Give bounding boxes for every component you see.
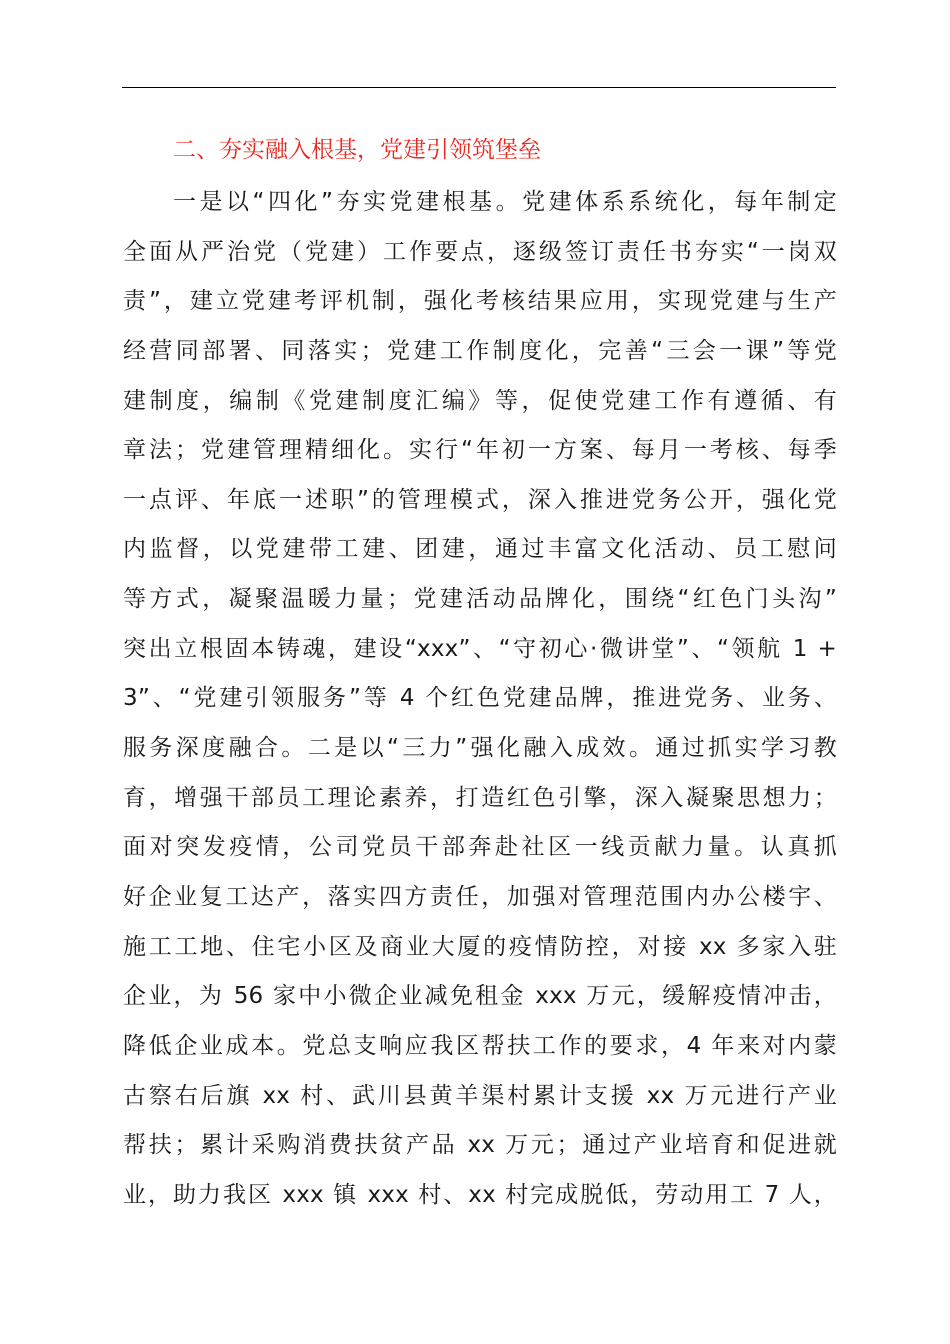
paragraph-line: 施工工地、住宅小区及商业大厦的疫情防控，对接 xx 多家入驻 [123,933,837,960]
paragraph-line: 经营同部署、同落实；党建工作制度化，完善“三会一课”等党 [123,337,837,364]
section-heading: 二、夯实融入根基，党建引领筑堡垒 [173,137,541,163]
paragraph-line: 面对突发疫情，公司党员干部奔赴社区一线贡献力量。认真抓 [123,834,837,861]
paragraph-line: 古察右后旗 xx 村、武川县黄羊渠村累计支援 xx 万元进行产业 [123,1082,837,1109]
body-paragraph [123,178,837,1220]
paragraph-line: 责”，建立党建考评机制，强化考核结果应用，实现党建与生产 [123,288,837,315]
paragraph-line: 章法；党建管理精细化。实行“年初一方案、每月一考核、每季 [123,437,837,464]
paragraph-line: 降低企业成本。党总支响应我区帮扶工作的要求，4 年来对内蒙 [123,1032,837,1059]
paragraph-line: 帮扶；累计采购消费扶贫产品 xx 万元；通过产业培育和促进就 [123,1132,837,1159]
paragraph-line: 一点评、年底一述职”的管理模式，深入推进党务公开，强化党 [123,486,837,513]
paragraph-line: 企业，为 56 家中小微企业减免租金 xxx 万元，缓解疫情冲击， [123,983,837,1010]
paragraph-line: 建制度，编制《党建制度汇编》等，促使党建工作有遵循、有 [123,387,837,414]
paragraph-line: 好企业复工达产，落实四方责任，加强对管理范围内办公楼宇、 [123,883,837,910]
header-rule [122,87,836,88]
paragraph-line: 育，增强干部员工理论素养，打造红色引擎，深入凝聚思想力； [123,784,837,811]
paragraph-line: 3”、“党建引领服务”等 4 个红色党建品牌，推进党务、业务、 [123,685,837,712]
paragraph-line: 内监督，以党建带工建、团建，通过丰富文化活动、员工慰问 [123,536,837,563]
paragraph-line: 突出立根固本铸魂，建设“xxx”、“守初心·微讲堂”、“领航 1 + [123,635,837,662]
paragraph-line: 全面从严治党（党建）工作要点，逐级签订责任书夯实“一岗双 [123,238,837,265]
paragraph-line: 等方式，凝聚温暖力量；党建活动品牌化，围绕“红色门头沟” [123,586,837,613]
paragraph-line: 服务深度融合。二是以“三力”强化融入成效。通过抓实学习教 [123,735,837,762]
paragraph-line: 一是以“四化”夯实党建根基。党建体系系统化，每年制定 [173,189,837,215]
paragraph-line: 业，助力我区 xxx 镇 xxx 村、xx 村完成脱低，劳动用工 7 人， [123,1181,837,1208]
